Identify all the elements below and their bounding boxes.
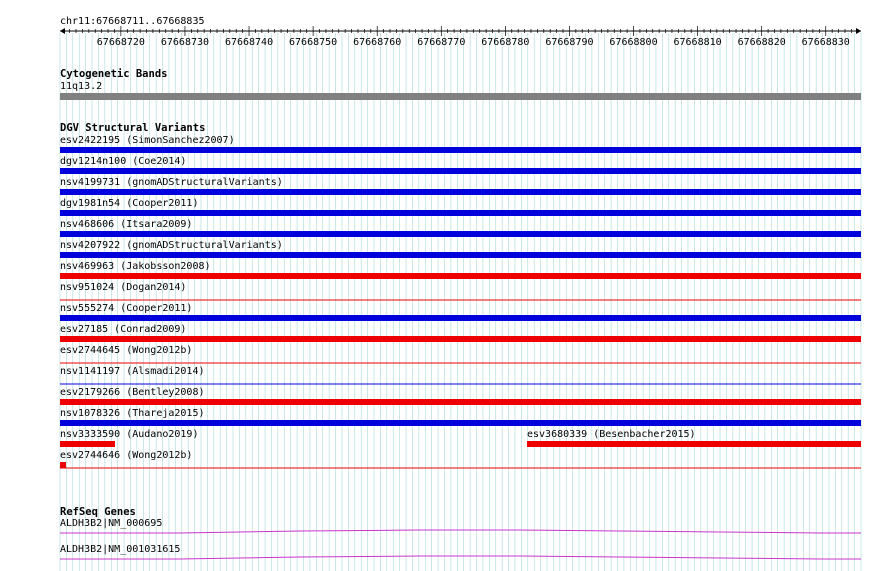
- refseq-gene-line[interactable]: [60, 556, 861, 559]
- dgv-variant-bar[interactable]: [60, 399, 861, 405]
- dgv-variant[interactable]: [60, 282, 861, 300]
- dgv-variant-label: esv27185 (Conrad2009): [60, 324, 187, 335]
- refseq-gene-line[interactable]: [60, 530, 861, 533]
- dgv-variant-label: esv2422195 (SimonSanchez2007): [60, 135, 235, 146]
- ruler-tick-label: 67668730: [160, 37, 210, 48]
- ruler-tick-label: 67668760: [353, 37, 402, 48]
- dgv-variant-bar[interactable]: [60, 273, 861, 279]
- dgv-variant[interactable]: [60, 219, 861, 237]
- dgv-variant-label: esv2744645 (Wong2012b): [60, 345, 193, 356]
- dgv-variant-bar[interactable]: [60, 168, 861, 174]
- dgv-variant[interactable]: [60, 240, 861, 258]
- dgv-variant[interactable]: [60, 135, 861, 153]
- refseq-gene[interactable]: [60, 518, 861, 533]
- ruler-tick-label: 67668810: [673, 37, 722, 48]
- refseq-gene-label: ALDH3B2|NM_001031615: [60, 544, 181, 555]
- dgv-variant-label: nsv555274 (Cooper2011): [60, 303, 193, 314]
- region-label: chr11:67668711..67668835: [60, 16, 205, 27]
- refseq-gene-label: ALDH3B2|NM_000695: [60, 518, 163, 529]
- ruler-tick-label: 67668780: [481, 37, 530, 48]
- dgv-variant[interactable]: [60, 366, 861, 384]
- dgv-variant-bar[interactable]: [60, 315, 861, 321]
- refseq-gene-list: [60, 518, 861, 559]
- ruler-tick-label: 67668740: [224, 37, 274, 48]
- dgv-variant-label: nsv4199731 (gnomADStructuralVariants): [60, 177, 283, 188]
- dgv-variant-bar[interactable]: [60, 189, 861, 195]
- dgv-variant-list: [60, 135, 861, 468]
- dgv-variant-bar[interactable]: [60, 231, 861, 237]
- dgv-variant-label: nsv468606 (Itsara2009): [60, 219, 193, 230]
- dgv-variant-bar[interactable]: [60, 462, 66, 468]
- dgv-variant-label: esv2744646 (Wong2012b): [60, 450, 193, 461]
- ruler-tick-label: 67668800: [609, 37, 658, 48]
- dgv-variant-bar[interactable]: [60, 420, 861, 426]
- dgv-variant-bar[interactable]: [60, 336, 861, 342]
- dgv-variant[interactable]: [60, 303, 861, 321]
- dgv-variant[interactable]: [60, 429, 198, 447]
- cytoband-label: 11q13.2: [60, 81, 103, 92]
- dgv-variant[interactable]: [60, 387, 861, 405]
- dgv-variant[interactable]: [60, 345, 861, 363]
- ruler-tick-label: 67668820: [737, 37, 786, 48]
- ruler-tick-label: 67668720: [96, 37, 145, 48]
- ruler-right-arrow: [856, 28, 861, 34]
- vertical-grid-lines: [60, 33, 861, 571]
- dgv-variant-bar[interactable]: [60, 441, 115, 447]
- dgv-variant-label: esv3680339 (Besenbacher2015): [527, 429, 696, 440]
- dgv-variant-label: nsv1078326 (Thareja2015): [60, 408, 205, 419]
- dgv-variant[interactable]: [60, 408, 861, 426]
- cytoband-track-title: Cytogenetic Bands: [60, 68, 168, 80]
- dgv-variant-label: nsv4207922 (gnomADStructuralVariants): [60, 240, 283, 251]
- dgv-variant-bar[interactable]: [60, 252, 861, 258]
- dgv-variant-label: esv2179266 (Bentley2008): [60, 387, 205, 398]
- cytoband-bar[interactable]: [60, 93, 861, 100]
- dgv-variant[interactable]: [60, 261, 861, 279]
- dgv-track-title: DGV Structural Variants: [60, 122, 206, 134]
- refseq-gene[interactable]: [60, 544, 861, 559]
- dgv-variant[interactable]: [60, 198, 861, 216]
- dgv-variant-bar[interactable]: [60, 147, 861, 153]
- dgv-variant[interactable]: [60, 450, 861, 468]
- dgv-variant-label: nsv469963 (Jakobsson2008): [60, 261, 211, 272]
- dgv-variant-bar[interactable]: [527, 441, 861, 447]
- dgv-variant[interactable]: [60, 177, 861, 195]
- dgv-variant-bar[interactable]: [60, 210, 861, 216]
- ruler-tick-label: 67668770: [417, 37, 466, 48]
- dgv-variant-label: nsv951024 (Dogan2014): [60, 282, 187, 293]
- dgv-variant[interactable]: [60, 156, 861, 174]
- ruler-tick-label: 67668750: [289, 37, 338, 48]
- dgv-variant-label: dgv1981n54 (Cooper2011): [60, 198, 199, 209]
- ruler-left-arrow: [60, 28, 65, 34]
- dgv-variant-label: nsv3333590 (Audano2019): [60, 429, 199, 440]
- dgv-variant[interactable]: [60, 324, 861, 342]
- ruler-tick-label: 67668830: [801, 37, 850, 48]
- dgv-variant-label: dgv1214n100 (Coe2014): [60, 156, 187, 167]
- dgv-variant-label: nsv1141197 (Alsmadi2014): [60, 366, 205, 377]
- coordinate-ruler[interactable]: [60, 26, 861, 48]
- refseq-track-title: RefSeq Genes: [60, 506, 136, 518]
- ruler-tick-label: 67668790: [545, 37, 594, 48]
- dgv-variant[interactable]: [527, 429, 861, 447]
